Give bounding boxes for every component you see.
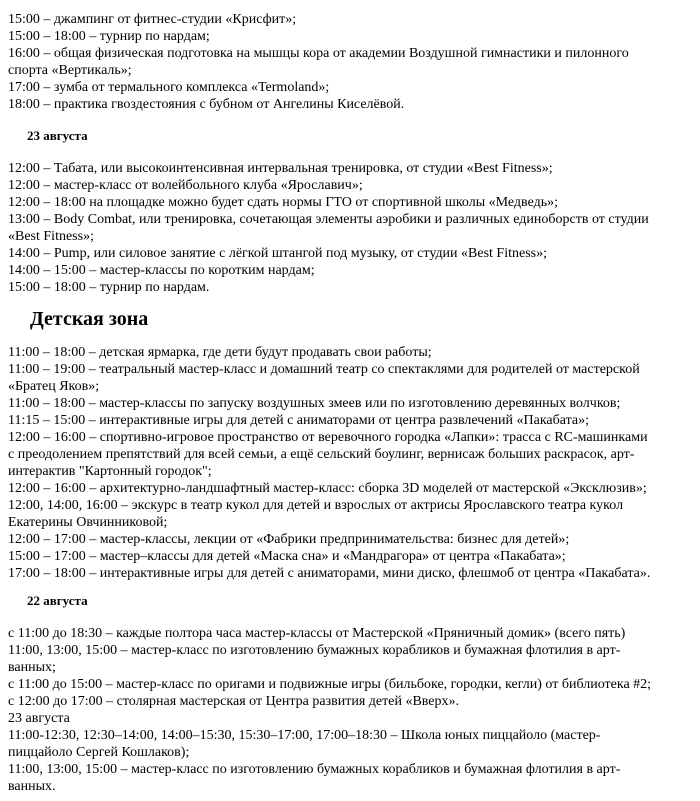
schedule-line: 15:00 – 17:00 – мастер–классы для детей «Маска сна» и «Мандрагора» от центра «Пакабата»; (8, 549, 566, 564)
schedule-line: 11:00, 13:00, 15:00 – мастер-класс по изготовлению бумажных корабликов и бумажная флотилия в арт- (8, 643, 621, 658)
schedule-line: 12:00 – 16:00 – спортивно-игровое пространство от веревочного городка «Лапки»: трасса с RC-машинками (8, 430, 648, 445)
schedule-line: с 11:00 до 15:00 – мастер-класс по оригами и подвижные игры (бильбоке, городки, кегли) от библиотека #2; (8, 677, 652, 692)
schedule-line: «Best Fitness»; (8, 229, 94, 244)
schedule-line: с 12:00 до 17:00 – столярная мастерская от Центра развития детей «Вверх». (8, 694, 460, 709)
schedule-line: 14:00 – 15:00 – мастер-классы по коротким нардам; (8, 263, 315, 278)
schedule-line: 14:00 – Pump, или силовое занятие с лёгкой штангой под музыку, от студии «Best Fitness»; (8, 246, 547, 261)
schedule-line: 17:00 – 18:00 – интерактивные игры для детей с аниматорами, мини диско, флешмоб от центра «Пакабата». (8, 566, 651, 581)
schedule-line: 12:00 – Табата, или высокоинтенсивная интервальная тренировка, от студии «Best Fitness»; (8, 161, 553, 176)
section-title: Детская зона (30, 308, 149, 330)
schedule-line: ванных. (8, 779, 56, 794)
schedule-line: 13:00 – Body Combat, или тренировка, сочетающая элементы аэробики и различных единоборств от студии (8, 212, 649, 227)
schedule-line: 11:00, 13:00, 15:00 – мастер-класс по изготовлению бумажных корабликов и бумажная флотилия в арт- (8, 762, 621, 777)
schedule-line: с преодолением препятствий для всей семьи, а ещё сельский боулинг, вернисаж больших раскрасок, арт- (8, 447, 635, 462)
schedule-line: 15:00 – 18:00 – турнир по нардам; (8, 29, 210, 44)
schedule-line: 12:00 – мастер-класс от волейбольного клуба «Ярославич»; (8, 178, 363, 193)
schedule-line: 12:00 – 17:00 – мастер-классы, лекции от «Фабрики предпринимательства: бизнес для детей»; (8, 532, 570, 547)
schedule-line: 18:00 – практика гвоздестояния с бубном от Ангелины Киселёвой. (8, 97, 405, 112)
schedule-line: 11:15 – 15:00 – интерактивные игры для детей с аниматорами от центра развлечений «Пакабата»; (8, 413, 589, 428)
schedule-line: 23 августа (8, 711, 70, 726)
schedule-line: 16:00 – общая физическая подготовка на мышцы кора от академии Воздушной гимнастики и пилонного (8, 46, 629, 61)
schedule-line: интерактив "Картонный городок"; (8, 464, 212, 479)
date-heading: 22 августа (27, 593, 88, 608)
schedule-line: 12:00, 14:00, 16:00 – экскурс в театр кукол для детей и взрослых от актрисы Ярославского театра кукол (8, 498, 624, 513)
schedule-line: 15:00 – 18:00 – турнир по нардам. (8, 280, 210, 295)
schedule-line: 11:00-12:30, 12:30–14:00, 14:00–15:30, 15:30–17:00, 17:00–18:30 – Школа юных пиццайоло (мастер- (8, 728, 601, 743)
schedule-line: «Братец Яков»; (8, 379, 100, 394)
schedule-line: Екатерины Овчинниковой; (8, 515, 168, 530)
schedule-line: 12:00 – 18:00 на площадке можно будет сдать нормы ГТО от спортивной школы «Медведь»; (8, 195, 559, 210)
schedule-line: 11:00 – 18:00 – мастер-классы по запуску воздушных змеев или по изготовлению деревянных волчков; (8, 396, 621, 411)
schedule-line: пиццайоло Сергей Кошлаков); (8, 745, 190, 760)
schedule-line: 15:00 – джампинг от фитнес-студии «Крисфит»; (8, 12, 297, 27)
schedule-line: с 11:00 до 18:30 – каждые полтора часа мастер-классы от Мастерской «Пряничный домик» (всего пять) (8, 626, 626, 641)
schedule-line: 11:00 – 19:00 – театральный мастер-класс и домашний театр со спектаклями для родителей от мастерской (8, 362, 640, 377)
schedule-line: 11:00 – 18:00 – детская ярмарка, где дети будут продавать свои работы; (8, 345, 432, 360)
date-heading: 23 августа (27, 128, 88, 143)
schedule-line: 17:00 – зумба от термального комплекса «Termoland»; (8, 80, 330, 95)
schedule-line: спорта «Вертикаль»; (8, 63, 132, 78)
schedule-line: 12:00 – 16:00 – архитектурно-ландшафтный мастер-класс: сборка 3D моделей от мастерской «Эксклюзив»; (8, 481, 647, 496)
schedule-line: ванных; (8, 660, 56, 675)
